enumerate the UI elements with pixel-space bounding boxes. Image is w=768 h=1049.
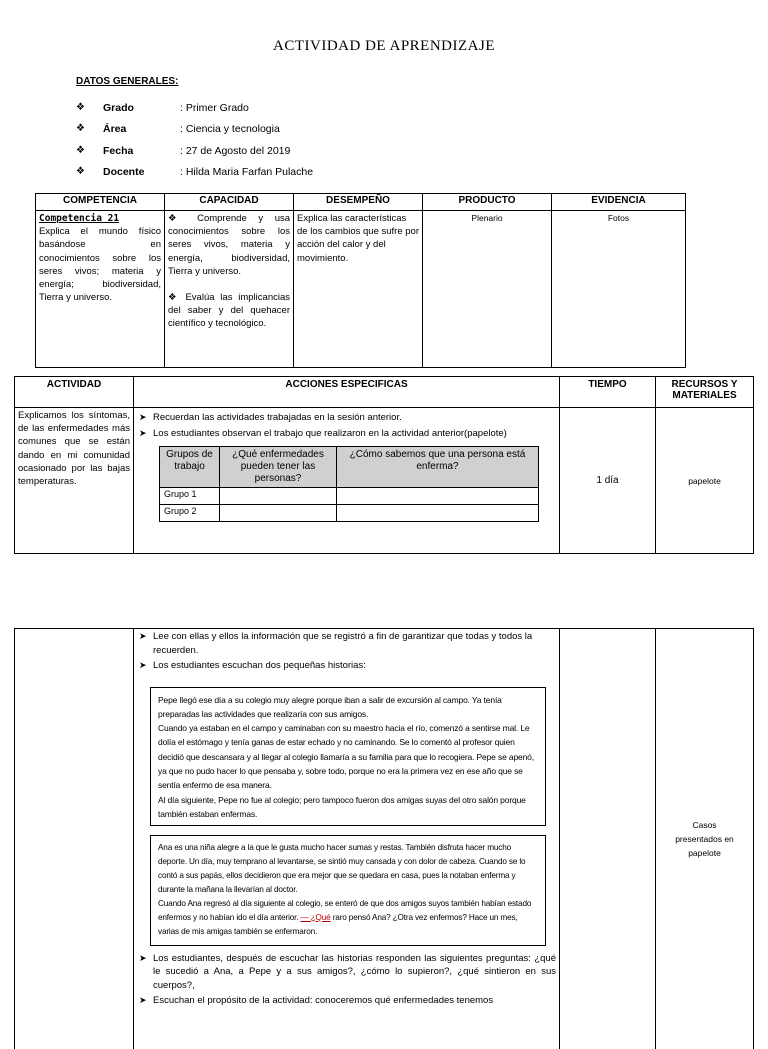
capacidad-cell [165, 211, 294, 368]
highlighted-text: — ¿Qué [300, 912, 331, 922]
story-box-ana [150, 835, 546, 946]
table-row [15, 629, 754, 1049]
arrow-bullet-icon: ➤ [139, 952, 147, 963]
table-header-row [15, 377, 754, 408]
column-header: DESEMPEÑO [294, 194, 423, 211]
column-header: ACCIONES ESPECIFICAS [134, 377, 560, 408]
arrow-bullet-icon: ➤ [139, 412, 147, 422]
grupos-table [159, 446, 539, 522]
competencia-cell [36, 211, 165, 368]
tiempo-cell [560, 629, 656, 1049]
table-row [160, 505, 539, 522]
table-row [160, 488, 539, 505]
tiempo-cell: 1 día [560, 408, 656, 554]
arrow-bullet-icon: ➤ [139, 660, 147, 670]
actividad-table [14, 376, 754, 554]
table-row [36, 211, 686, 368]
grupo-label: Grupo 1 [160, 488, 220, 505]
arrow-bullet-icon: ➤ [139, 427, 147, 438]
table-row [15, 408, 754, 554]
arrow-bullet-icon: ➤ [139, 631, 147, 641]
info-value: : Ciencia y tecnologia [180, 123, 280, 135]
column-header: Grupos de trabajo [160, 447, 220, 488]
grupo-label: Grupo 2 [160, 505, 220, 522]
info-value: : 27 de Agosto del 2019 [180, 145, 291, 157]
capacidad-text: Comprende y usa conocimientos sobre los seres vivos, materia y energía, biodiversidad, Tierra y universo. [168, 213, 291, 277]
datos-generales-label: DATOS GENERALES: [76, 76, 179, 87]
evidencia-cell: Fotos [552, 211, 686, 368]
list-item: ➤ Los estudiantes escuchan dos pequeñas historias: [139, 660, 366, 671]
story-paragraph: Cuando ya estaban en el campo y caminaban con su maestro hacia el río, comenzó a sentirse mal. Le dolía el estómago y tenía ganas de estar echado y no caminando. Se lo comentó al profesor quien decidió que descansara y al llegar al colegio llamaría a su familia para que lo recogiera. Pepe se apenó, ya que no pudo hacer lo que pensaba y, sobre todo, porque no era la primera vez en ese año que se sentía enfermo de esa manera. [158, 723, 534, 791]
recursos-cell: Casos presentados en papelote [656, 629, 754, 1049]
column-header: ¿Cómo sabemos que una persona está enferma? [337, 447, 539, 488]
actividad-cell: Explicamos los síntomas, de las enfermedades más comunes que se están dando en mi comunidad ocasionado por las bajas temperaturas. [15, 408, 134, 554]
diamond-bullet-icon: ❖ [76, 166, 85, 177]
story-box-pepe [150, 687, 546, 826]
info-value: : Hilda Maria Farfan Pulache [180, 166, 314, 178]
capacidad-item [168, 291, 290, 331]
info-label: Área [103, 123, 127, 135]
desempeno-cell: Explica las características de los cambios que sufre por acción del calor y del movimiento. [294, 211, 423, 368]
list-item: ➤ Escuchan el propósito de la actividad: conoceremos qué enfermedades tenemos [139, 995, 494, 1006]
list-item: ➤ Los estudiantes observan el trabajo que realizaron en la actividad anterior(papelote) [139, 427, 507, 439]
story-paragraph: Cuando Ana regresó al día siguiente al colegio, se enteró de que dos amigos suyos también habían estado enfermos y no habían ido el día anterior. — ¿Qué raro pensó Ana? ¿Otra vez enfermos? Hace un mes, varias de mis amigas también se enfermaron. [158, 898, 532, 936]
competencia-title: Competencia 21 [39, 213, 120, 224]
column-header: ¿Qué enfermedades pueden tener las personas? [220, 447, 337, 488]
diamond-bullet-icon: ❖ [76, 102, 85, 113]
list-item: ➤ Los estudiantes, después de escuchar las historias responden las siguientes preguntas: ¿qué le sucedió a Ana, a Pepe y a sus amigos?, ¿cómo lo supieron?, ¿qué sintieron en sus cuerpos?, [139, 952, 556, 991]
column-header: COMPETENCIA [36, 194, 165, 211]
diamond-bullet-icon: ❖ [168, 213, 198, 224]
story-paragraph: Ana es una niña alegre a la que le gusta mucho hacer sumas y restas. También disfruta hacer mucho deporte. Un día, muy temprano al levantarse, se sintió muy cansada y con dolor de cabeza. Cuando se lo contó a sus papás, ellos decidieron que era mejor que se quedara en casa, pues la notaban enferma y durante la mañana la llevarían al doctor. [158, 842, 526, 894]
info-label: Fecha [103, 145, 134, 157]
recursos-cell: papelote [656, 408, 754, 554]
info-label: Docente [103, 166, 145, 178]
info-value: : Primer Grado [180, 102, 249, 114]
acciones-cell [134, 629, 560, 1049]
info-label: Grado [103, 102, 134, 114]
competencia-text: Explica el mundo físico basándose en conocimientos sobre los seres vivos; materia y energía; biodiversidad, Tierra y universo. [39, 226, 161, 304]
list-item: ➤ Lee con ellas y ellos la información que se registró a fin de garantizar que todas y todos la recuerden. [139, 631, 533, 656]
column-header: CAPACIDAD [165, 194, 294, 211]
diamond-bullet-icon: ❖ [76, 123, 85, 134]
arrow-bullet-icon: ➤ [139, 995, 147, 1005]
diamond-bullet-icon: ❖ [76, 145, 85, 156]
list-item: ➤ Recuerdan las actividades trabajadas en la sesión anterior. [139, 412, 402, 423]
diamond-bullet-icon: ❖ [168, 292, 186, 304]
column-header: ACTIVIDAD [15, 377, 134, 408]
actividad-table-continued [14, 628, 754, 1049]
story-paragraph: Pepe llegó ese día a su colegio muy alegre porque iban a salir de excursión al campo. Ya tenía preparadas las actividades que realizaría con sus amigos. [158, 694, 502, 719]
capacidad-item [168, 212, 290, 278]
competencias-table [35, 193, 686, 368]
table-header-row [160, 447, 539, 488]
column-header: PRODUCTO [423, 194, 552, 211]
column-header: RECURSOS Y MATERIALES [656, 377, 754, 408]
story-paragraph: Al día siguiente, Pepe no fue al colegio; pero tampoco fueron dos amigas suyas del otro salón porque también estaban enfermas. [158, 794, 526, 819]
actividad-cell [15, 629, 134, 1049]
capacidad-text: Evalúa las implicancias del saber y del quehacer científico y tecnológico. [168, 292, 290, 330]
table-header-row [36, 194, 686, 211]
column-header: TIEMPO [560, 377, 656, 408]
producto-cell: Plenario [423, 211, 552, 368]
page-title: ACTIVIDAD DE APRENDIZAJE [273, 38, 495, 54]
column-header: EVIDENCIA [552, 194, 686, 211]
acciones-cell [134, 408, 560, 554]
